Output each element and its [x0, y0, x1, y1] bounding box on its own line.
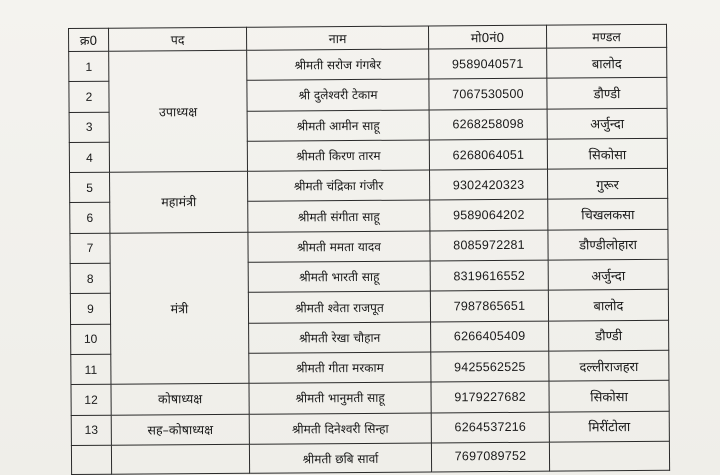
header-mobile: मो0नं0 [428, 25, 546, 49]
name-cell: श्रीमती चंद्रिका गंजीर [248, 170, 430, 202]
serial-cell [71, 445, 111, 474]
mandal-cell: मिरींटोला [549, 411, 669, 442]
name-cell: श्रीमती गीता मरकाम [249, 352, 431, 384]
name-cell: श्रीमती आमीन साहू [247, 110, 429, 142]
mandal-cell: गुरूर [547, 169, 667, 200]
mobile-cell: 6264537216 [431, 412, 549, 443]
mobile-cell: 7987865651 [430, 291, 548, 322]
table-row [71, 411, 669, 445]
table-row [70, 229, 668, 263]
table-row [71, 381, 669, 415]
name-cell: श्रीमती श्वेता राजपूत [248, 291, 430, 323]
name-cell: श्री दुलेश्वरी टेकाम [247, 79, 429, 111]
mobile-cell: 9425562525 [431, 351, 549, 382]
serial-cell: 13 [71, 415, 111, 446]
mobile-cell: 9179227682 [431, 381, 549, 412]
serial-cell: 8 [70, 263, 110, 294]
header-post: पद [109, 27, 247, 51]
mandal-cell: दल्लीराजहरा [549, 350, 669, 381]
serial-cell: 1 [69, 51, 109, 82]
mandal-cell: बालोद [547, 47, 667, 78]
mobile-cell: 9589040571 [429, 48, 547, 79]
name-cell: श्रीमती रेखा चौहान [249, 322, 431, 354]
serial-cell: 7 [70, 233, 110, 264]
mobile-cell: 9589064202 [430, 200, 548, 231]
table-row [69, 47, 667, 81]
mandal-cell: डौण्डीलोहारा [548, 229, 668, 260]
serial-cell: 11 [71, 354, 111, 385]
mobile-cell: 9302420323 [430, 169, 548, 200]
table-row [71, 441, 669, 474]
mobile-cell: 8085972281 [430, 230, 548, 261]
mobile-cell: 6266405409 [431, 321, 549, 352]
post-cell [111, 444, 249, 474]
mandal-cell: बालोद [548, 290, 668, 321]
serial-cell: 4 [69, 142, 109, 173]
mandal-cell [549, 441, 669, 471]
post-cell: सह–कोषाध्यक्ष [111, 414, 249, 445]
mobile-cell: 6268064051 [429, 139, 547, 170]
name-cell: श्रीमती किरण तारम [247, 140, 429, 172]
serial-cell: 9 [70, 294, 110, 325]
mandal-cell: सिकोसा [547, 138, 667, 169]
post-cell: महामंत्री [110, 171, 248, 233]
post-cell: कोषाध्यक्ष [111, 384, 249, 415]
serial-cell: 2 [69, 82, 109, 113]
mobile-cell: 8319616552 [430, 260, 548, 291]
office-bearers-table [68, 24, 670, 475]
table-body [69, 47, 670, 474]
mandal-cell: डौण्डी [549, 320, 669, 351]
name-cell: श्रीमती दिनेश्वरी सिन्हा [249, 413, 431, 445]
name-cell: श्रीमती भानुमती साहू [249, 382, 431, 414]
serial-cell: 10 [71, 324, 111, 355]
mandal-cell: अर्जुन्दा [547, 108, 667, 139]
name-cell: श्रीमती ममता यादव [248, 231, 430, 263]
name-cell: श्रीमती सरोज गंगबेर [247, 49, 429, 81]
mandal-cell: डौण्डी [547, 78, 667, 109]
serial-cell: 3 [69, 112, 109, 143]
name-cell: श्रीमती भारती साहू [248, 261, 430, 293]
serial-cell: 6 [70, 203, 110, 234]
name-cell: श्रीमती छबि सार्वा [249, 443, 431, 473]
mobile-cell: 7697089752 [431, 442, 549, 472]
serial-cell: 5 [70, 172, 110, 203]
post-cell: मंत्री [110, 232, 249, 384]
mandal-cell: सिकोसा [549, 381, 669, 412]
post-cell: उपाध्यक्ष [109, 50, 248, 172]
serial-cell: 12 [71, 384, 111, 415]
mandal-cell: अर्जुन्दा [548, 259, 668, 290]
mobile-cell: 7067530500 [429, 78, 547, 109]
mobile-cell: 6268258098 [429, 109, 547, 140]
header-serial: क्र0 [69, 28, 109, 51]
name-cell: श्रीमती संगीता साहू [248, 200, 430, 232]
header-name: नाम [246, 26, 428, 50]
header-mandal: मण्डल [546, 24, 666, 48]
mandal-cell: चिखलकसा [548, 199, 668, 230]
table-row [70, 169, 668, 203]
